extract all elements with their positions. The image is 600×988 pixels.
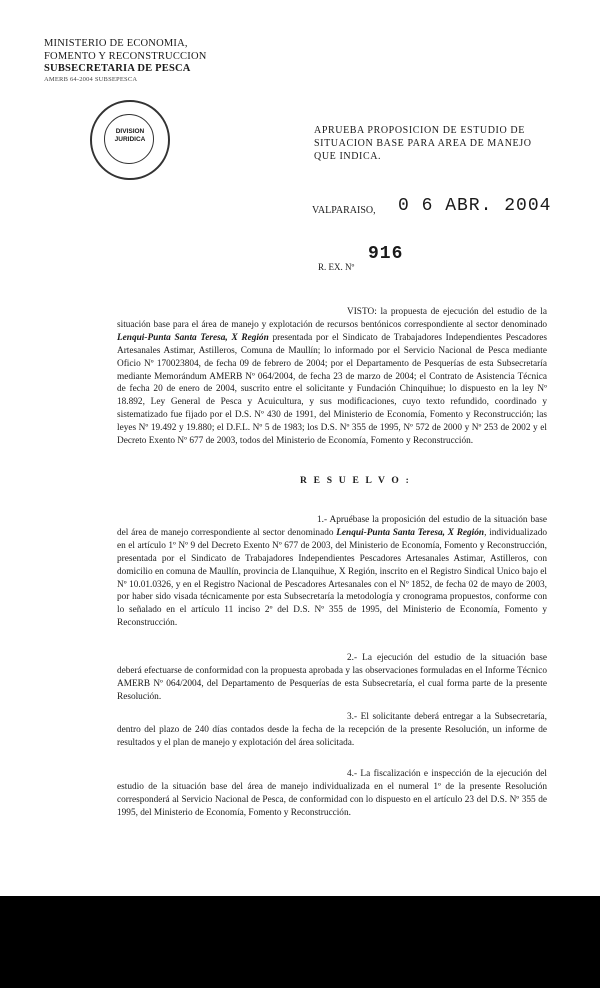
letterhead-reference: AMERB 64-2004 SUBSEPESCA — [44, 75, 138, 83]
p1-sector-name: Lenqui-Punta Santa Teresa, X Región — [336, 527, 485, 538]
document-title: APRUEBA PROPOSICION DE ESTUDIO DE SITUACION BASE PARA AREA DE MANEJO QUE INDICA. — [314, 125, 532, 162]
resuelvo-heading: R E S U E L V O : — [300, 476, 411, 486]
visto-paragraph — [117, 306, 547, 448]
place-label: VALPARAISO, — [312, 205, 376, 216]
paragraph-2: 2.- La ejecución del estudio de la situación base deberá efectuarse de conformidad con la propuesta aprobada y las observaciones formuladas en el Informe Técnico AMERB Nº 064/2004, del Departamento de Pesquerías de esta Subsecretaría, el cual forma parte de la presente Resolución. — [117, 653, 547, 702]
p1-text-a: 1.- Apruébase la proposición del estudio de la situación base del área de manejo correspondiente al sector denominado — [117, 515, 547, 538]
resolution-number: 916 — [368, 244, 404, 264]
paragraph-1 — [117, 514, 547, 630]
stamped-date: 0 6 ABR. 2004 — [398, 196, 552, 216]
scan-black-band — [0, 896, 600, 988]
letterhead-ministry: MINISTERIO DE ECONOMIA, — [44, 38, 188, 49]
division-juridica-stamp — [90, 100, 170, 180]
letterhead-subsecretaria: SUBSECRETARIA DE PESCA — [44, 63, 191, 74]
paragraph-3: 3.- El solicitante deberá entregar a la Subsecretaría, dentro del plazo de 240 días contados desde la fecha de la recepción de la presente Resolución, un informe de resultados y el plan de manejo y explotación del área solicitada. — [117, 712, 547, 748]
visto-sector-name: Lenqui-Punta Santa Teresa, X Región — [117, 332, 269, 343]
paragraph-4: 4.- La fiscalización e inspección de la ejecución del estudio de la situación base del área de manejo individualizada en el numeral 1º de la presente Resolución corresponderá al Servicio Nacional de Pesca, de conformidad con lo dispuesto en el artículo 23 del D.S. Nº 355 de 1995, del Ministerio de Economía, Fomento y Reconstrucción. — [117, 769, 547, 818]
resolution-label: R. EX. Nº — [318, 262, 355, 272]
p1-text-b: , individualizado en el artículo 1º Nº 9 del Decreto Exento Nº 677 de 2003, del Ministerio de Economía, Fomento y Reconstrucción, presentada por el Sindicato de Trabajadores Independientes Pescadores Artesanales Astimar, Astilleros, con domicilio en comuna de Maullín, provincia de Llanquihue, X Región, inscrito en el Registro Sindical Unico bajo el Nº 10.01.0326, y en el Registro Nacional de Pescadores Artesanales con el Nº 1852, de fecha 02 de mayo de 2003, por haber sido visada técnicamente por esta Subsecretaría la metodología y cronograma propuestos, conforme con lo señalado en el artículo 11 inciso 2º del D.S. Nº 355 de 1995, del Ministerio de Economía, Fomento y Reconstrucción. — [117, 527, 548, 629]
letterhead — [44, 38, 244, 84]
stamp-text: DIVISION JURIDICA — [114, 128, 146, 143]
letterhead-ministry-2: FOMENTO Y RECONSTRUCCION — [44, 50, 207, 62]
visto-text-b: presentada por el Sindicato de Trabajadores Independientes Pescadores Artesanales Astimar, Astilleros, Comuna de Maullín; lo informado por el Servicio Nacional de Pesca mediante Oficio Nº 170023804, de fecha 09 de febrero de 2004; por el Departamento de Pesquerías de esta Subsecretaría mediante Memorándum AMERB Nº 064/2004, de fecha 23 de marzo de 2004; el Contrato de Asistencia Técnica de fecha 20 de enero de 2004, suscrito entre el solicitante y Fundación Chinquihue; lo dispuesto en la ley Nº 18.892, Ley General de Pesca y Acuicultura, y sus modificaciones, cuyo texto refundido, coordinado y sistematizado fue fijado por el D.S. Nº 430 de 1991, del Ministerio de Economía, Fomento y Reconstrucción; las leyes Nº 19.492 y 19.880; el D.F.L. Nº 5 de 1983; los D.S. Nº 355 de 1995, Nº 572 de 2000 y Nº 253 de 2002 y el Decreto Exento Nº 677 de 2003, todos del Ministerio de Economía, Fomento y Reconstrucción. — [117, 332, 548, 447]
visto-text-a: VISTO: la propuesta de ejecución del estudio de la situación base para el área de manejo y explotación de recursos bentónicos correspondiente al sector denominado — [117, 307, 547, 330]
